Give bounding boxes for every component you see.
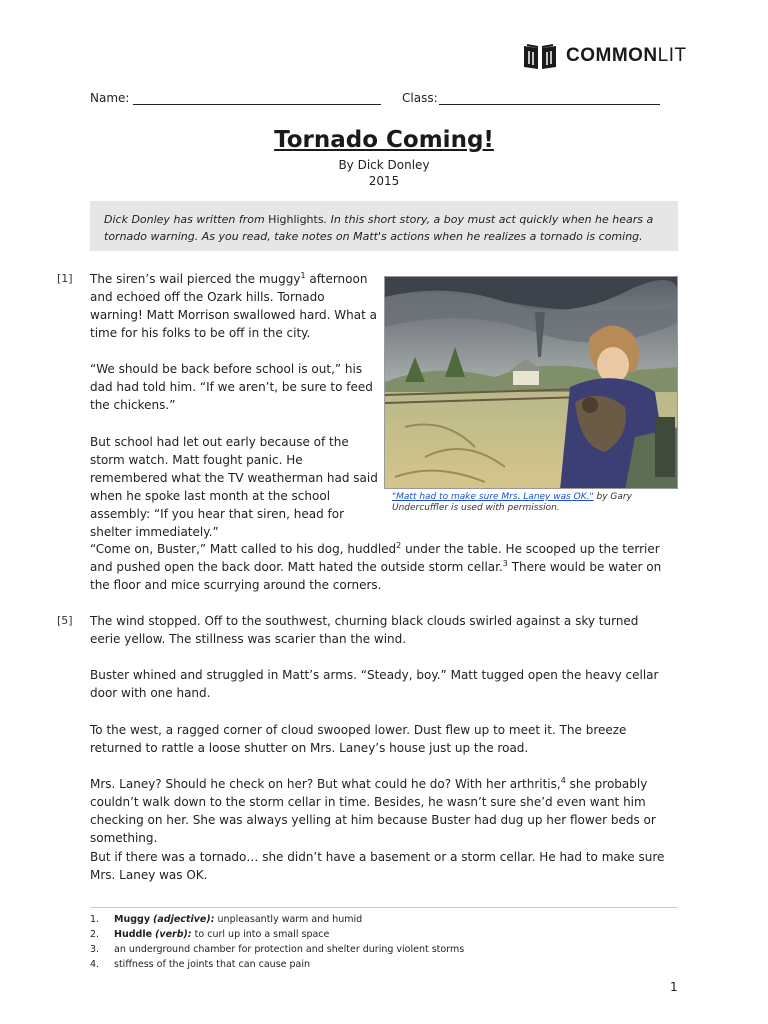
paragraph-7: To the west, a ragged corner of cloud swooped lower. Dust flew up to meet it. The breeze returned to rattle a loose shutter on Mrs. Laney’s house just up the road. (90, 723, 627, 755)
class-field[interactable] (439, 104, 660, 105)
year: 2015 (368, 174, 400, 188)
paragraph-5: The wind stopped. Off to the southwest, churning black clouds swirled against a sky turned eerie yellow. The stillness was scarier than the wind. (90, 614, 639, 646)
paragraph-4: “Come on, Buster,” Matt called to his dog, huddled$^2$ under the table. He scooped up the terrier and pushed open the back door. Matt hated the outside storm cellar.$^3$ There would be water on the floor and mice scurrying around the corners. (90, 541, 662, 592)
paragraph-number: [5] (57, 614, 73, 627)
intro-box (90, 201, 678, 251)
name-field[interactable] (133, 104, 381, 105)
story-illustration (384, 276, 678, 489)
book-icon (522, 42, 558, 70)
logo-text: COMMONLIT (566, 45, 687, 66)
author: By Dick Donley (338, 158, 430, 172)
paragraph-3: But school had let out early because of the storm watch. Matt fought panic. He remembered what the TV weatherman had said when he spoke last month at the school assembly: “If you hear that siren, head for shelter immediately.” (90, 435, 378, 539)
name-label: Name: (90, 91, 130, 105)
class-label: Class: (402, 91, 438, 105)
page-title: Tornado Coming! (274, 127, 494, 153)
paragraph-8: Mrs. Laney? Should he check on her? But what could he do? With her arthritis,$^4$ she probably couldn’t walk down to the storm cellar in time. Besides, he wasn’t sure she’d even want him checking on her. She was always yelling at him because Buster had dug up her flower beds or something. (90, 776, 656, 845)
intro-highlight: Highlights (268, 213, 324, 226)
footnote-divider (90, 907, 678, 908)
footnote-ref-3: 3 (502, 559, 508, 568)
byline (0, 157, 768, 189)
paragraph-number: [1] (57, 272, 73, 285)
commonlit-logo (522, 42, 687, 70)
footnote-4: 4. stiffness of the joints that can cause pain (90, 959, 311, 970)
illustration-caption: "Matt had to make sure Mrs. Laney was OK." by Gary Undercuffler is used with permission. (392, 492, 632, 513)
footnote-3: 3. an underground chamber for protection and shelter during violent storms (90, 944, 465, 955)
footnote-ref-2: 2 (396, 541, 402, 550)
paragraph-9: But if there was a tornado… she didn’t have a basement or a storm cellar. He had to make sure Mrs. Laney was OK. (90, 850, 665, 882)
footnote-2: 2. Huddle (verb): to curl up into a small space (90, 929, 330, 940)
intro-text-2: . In this short story, a boy must act quickly when he hears a tornado warning. As you read, take notes on Matt's actions when he realizes a tornado is coming. (104, 213, 654, 243)
paragraph-6: Buster whined and struggled in Matt’s arms. “Steady, boy.” Matt tugged open the heavy cellar door with one hand. (90, 668, 659, 700)
caption-link[interactable]: "Matt had to make sure Mrs. Laney was OK." (392, 492, 594, 502)
intro-text-1: Dick Donley has written from (104, 213, 269, 226)
footnote-ref-4: 4 (560, 776, 566, 785)
page-number: 1 (670, 980, 678, 994)
footnote-ref-1: 1 (300, 271, 306, 280)
paragraph-2: “We should be back before school is out,” his dad had told him. “If we aren’t, be sure to feed the chickens.” (90, 362, 373, 412)
paragraph-1: The siren’s wail pierced the muggy$^1$ afternoon and echoed off the Ozark hills. Tornado warning! Matt Morrison swallowed hard. What a time for his folks to be off in the city. (90, 271, 377, 340)
footnote-1: 1. Muggy (adjective): unpleasantly warm and humid (90, 914, 363, 925)
